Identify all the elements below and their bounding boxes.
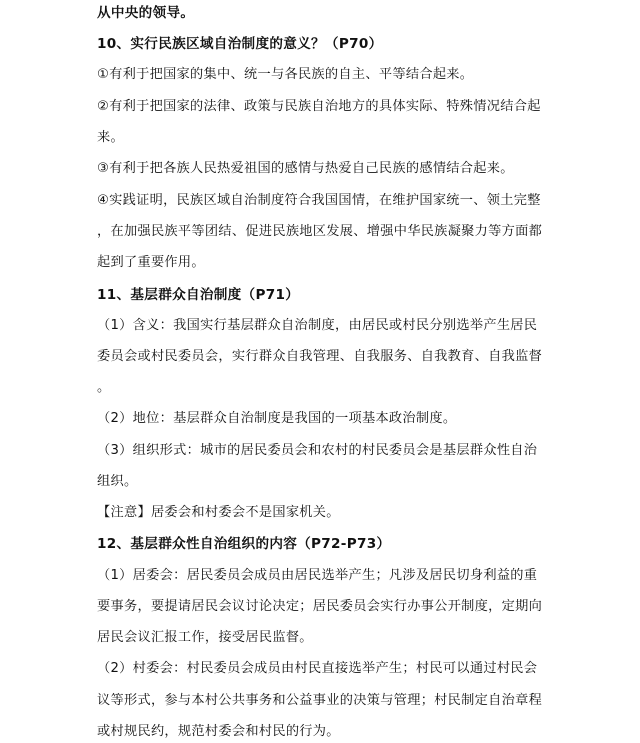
q12-item-2-cont-2: 或村规民约，规范村委会和村民的行为。 [97,724,340,739]
q11-item-1-cont-2: 。 [97,380,111,395]
q11-note: 【注意】居委会和村委会不是国家机关。 [97,505,340,520]
q11-item-1-cont-1: 委员会或村民委员会，实行群众自我管理、自我服务、自我教育、自我监督 [97,349,543,364]
q11-item-3: （3）组织形式：城市的居民委员会和农村的村民委员会是基层群众性自治 [97,443,538,458]
heading-continuation: 从中央的领导。 [97,5,195,21]
q10-point-4: ④实践证明，民族区域自治制度符合我国国情，在维护国家统一、领土完整 [97,193,541,208]
q10-point-3: ③有利于把各族人民热爱祖国的感情与热爱自己民族的感情结合起来。 [97,161,514,176]
q10-point-4-cont-1: ，在加强民族平等团结、促进民族地区发展、增强中华民族凝聚力等方面都 [97,224,543,239]
heading-q11: 11、基层群众自治制度（P71） [97,287,300,303]
q12-item-2: （2）村委会：村民委员会成员由村民直接选举产生；村民可以通过村民会 [97,661,538,676]
q12-item-1-cont-1: 要事务，要提请居民会议讨论决定；居民委员会实行办事公开制度，定期向 [97,599,543,614]
q10-point-2-cont: 来。 [97,130,124,145]
q11-item-2: （2）地位：基层群众自治制度是我国的一项基本政治制度。 [97,411,457,426]
q12-item-2-cont-1: 议等形式，参与本村公共事务和公益事业的决策与管理；村民制定自治章程 [97,693,543,708]
heading-q12: 12、基层群众性自治组织的内容（P72-P73） [97,536,391,552]
q10-point-1: ①有利于把国家的集中、统一与各民族的自主、平等结合起来。 [97,67,474,82]
q10-point-2: ②有利于把国家的法律、政策与民族自治地方的具体实际、特殊情况结合起 [97,99,541,114]
q12-item-1-cont-2: 居民会议汇报工作，接受居民监督。 [97,630,313,645]
heading-q10: 10、实行民族区域自治制度的意义？（P70） [97,36,383,52]
q10-point-4-cont-2: 起到了重要作用。 [97,255,205,270]
q11-item-3-cont: 组织。 [97,474,138,489]
q12-item-1: （1）居委会：居民委员会成员由居民选举产生；凡涉及居民切身利益的重 [97,568,538,583]
q11-item-1: （1）含义：我国实行基层群众自治制度，由居民或村民分别选举产生居民 [97,318,538,333]
